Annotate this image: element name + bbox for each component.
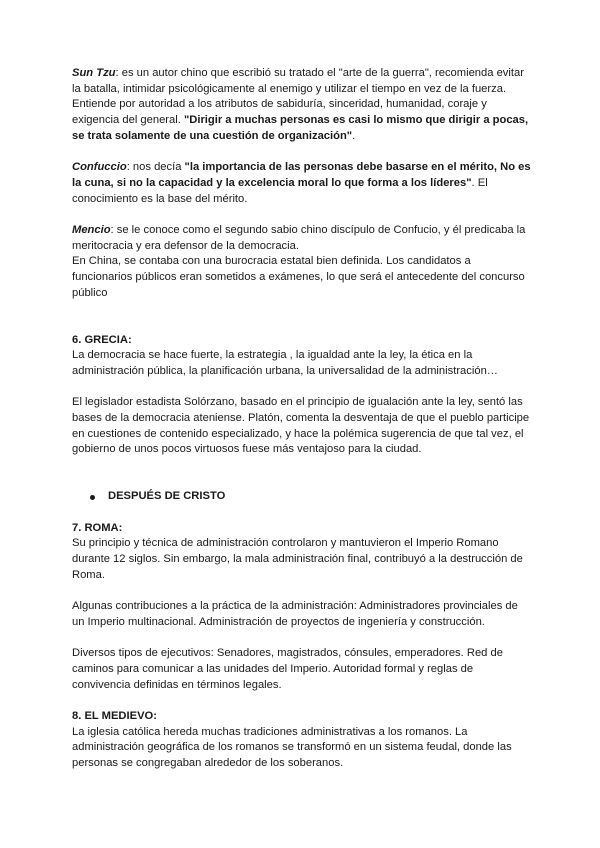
confucio-name: Confuccio [72,161,127,174]
confucio-quote: "la importancia de las personas debe basarse en el mérito, No es la cuna, si no la capacidad y la excelencia moral lo que forma a los líderes" [72,161,531,189]
confucio-text: : nos decía [126,161,185,174]
roma-heading: 7. ROMA: [72,521,123,534]
mencio-name: Mencio [72,224,111,236]
medievo-paragraph-1: La iglesia católica hereda muchas tradiciones administrativas a los romanos. La administración geográfica de los romanos se transformó en un sistema feudal, donde las personas se congregaban alrededor de los soberanos. [72,725,512,770]
mencio-china-paragraph: En China, se contaba con una burocracia estatal bien definida. Los candidatos a funcionarios públicos eran sometidos a exámenes, lo que será el antecedente del concurso público [72,255,525,299]
grecia-paragraph-1: La democracia se hace fuerte, la estrategia , la igualdad ante la ley, la ética en la administración pública, la planificación urbana, la universalidad de la administración… [72,349,498,377]
confucio-paragraph [72,160,532,207]
sun-tzu-text: : es un autor chino que escribió su tratado el "arte de la guerra", recomienda evitar la batalla, intimidar psicológicamente al enemigo y utilizar el tiempo en vez de la fuerza. Entiende por autoridad a los atributos de sabiduría, sinceridad, humanidad, coraje y exigencia del general. [72,67,524,127]
confucio-end: . El conocimiento es la base del mérito. [72,176,488,205]
despues-de-cristo-bullet [72,489,532,505]
grecia-paragraph-2: El legislador estadista Solórzano, basado en el principio de igualación ante la ley, sentó las bases de la democracia ateniense. Platón, comenta la desventaja de que el pueblo participe en cuestiones de contenido especializado, y hace la polémica sugerencia de que tal vez, el gobierno de unos pocos virtuosos fuese más ventajoso para la ciudad. [72,396,530,456]
roma-paragraph-2: Algunas contribuciones a la práctica de la administración: Administradores provinciales de un Imperio multinacional. Administración de proyectos de ingeniería y construcción. [72,600,518,628]
mencio-paragraph [72,223,532,254]
grecia-heading: 6. GRECIA: [72,333,132,346]
medievo-heading: 8. EL MEDIEVO: [72,709,157,722]
bullet-dot-icon [90,495,95,500]
sun-tzu-end: . [352,129,356,142]
despues-de-cristo-label: DESPUÉS DE CRISTO [108,490,226,503]
roma-paragraph-1: Su principio y técnica de administración controlaron y mantuvieron el Imperio Romano durante 12 siglos. Sin embargo, la mala administración final, contribuyó a la destrucción de Roma. [72,537,523,581]
roma-paragraph-3: Diversos tipos de ejecutivos: Senadores, magistrados, cónsules, emperadores. Red de caminos para comunicar a las unidades del Imperio. Autoridad formal y reglas de convivencia definidas en términos legales. [72,647,503,691]
mencio-text: : se le conoce como el segundo sabio chino discípulo de Confucio, y él predicaba la meritocracia y era defensor de la democracia. [72,224,526,252]
document-page [72,66,532,772]
sun-tzu-paragraph [72,66,532,145]
sun-tzu-quote: "Dirigir a muchas personas es casi lo mismo que dirigir a pocas, se trata solamente de una cuestión de organización" [72,114,529,142]
sun-tzu-name: Sun Tzu [72,67,116,79]
